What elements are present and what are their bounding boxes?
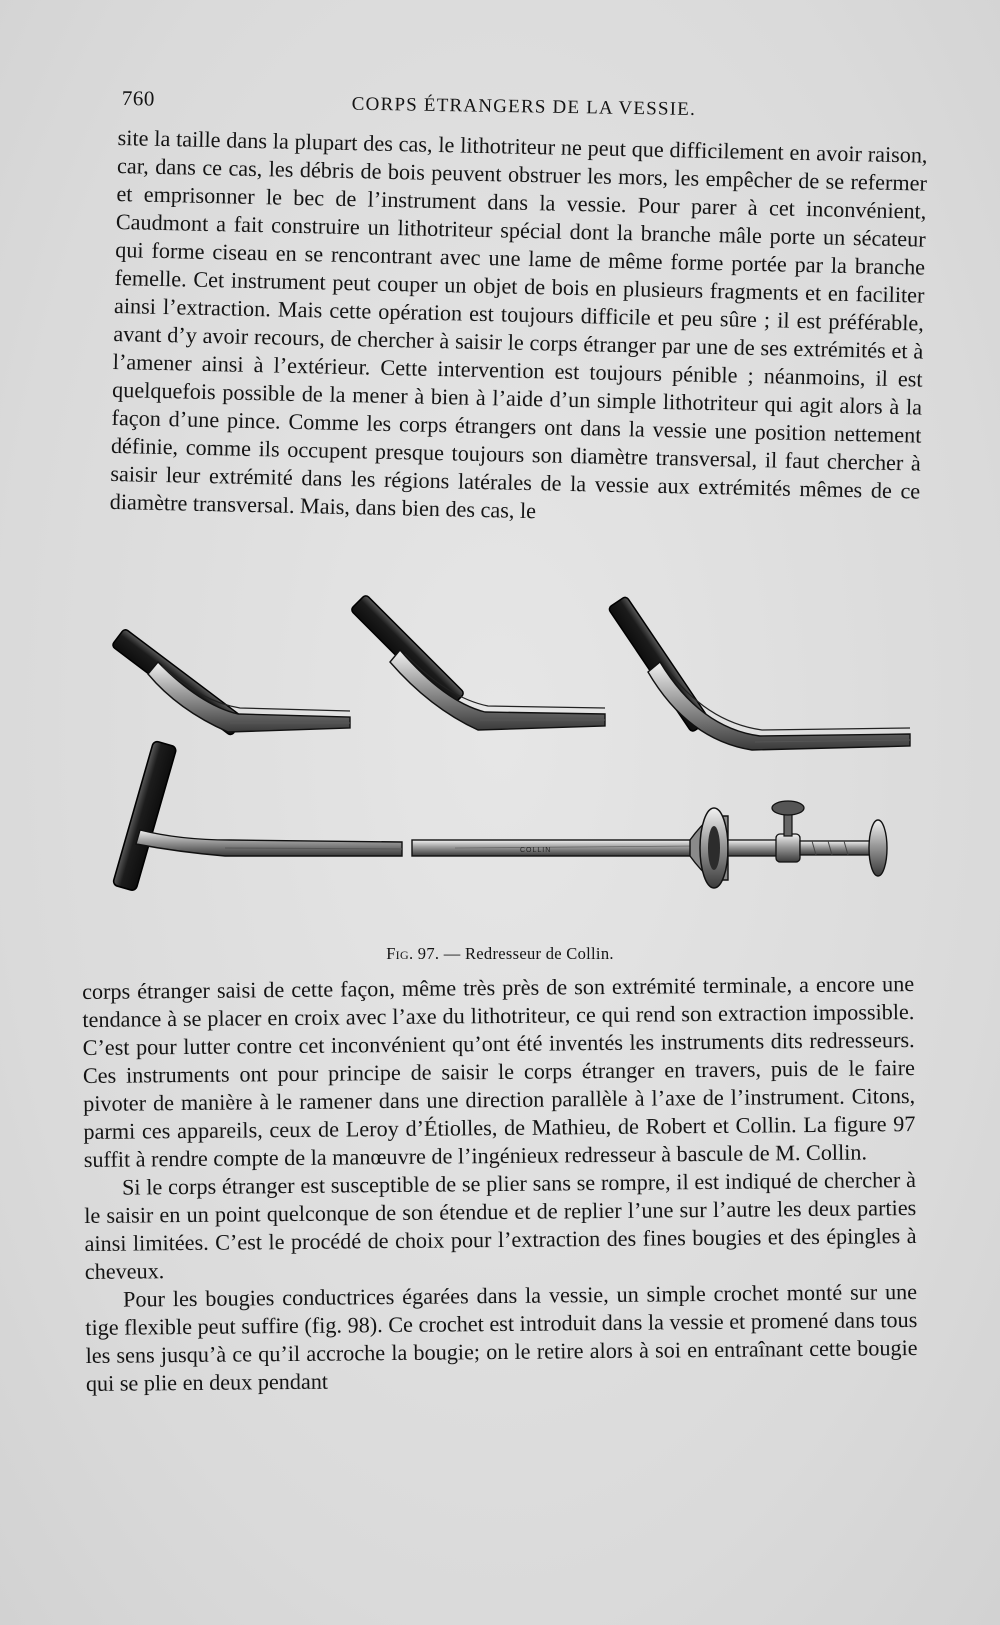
text-block-bottom xyxy=(82,970,918,1398)
page-number: 760 xyxy=(121,86,155,111)
redresseur-illustration xyxy=(100,590,950,920)
instrument-stage-1 xyxy=(111,628,350,736)
paragraph: Pour les bougies conductrices égarées dans la vessie, un simple crochet monté sur une tige flexible peut suffire (fig. 98). Ce crochet est introduit dans la vessie et promené dans tous les sens jusqu’à ce qu’il accroche la bougie; on le retire alors à soi en entraînant cette bougie qui se plie en deux pendant xyxy=(85,1278,918,1396)
engraving-mark: COLLIN xyxy=(520,847,552,854)
paragraph: Si le corps étranger est susceptible de se plier sans se rompre, il est indiqué de chercher à le saisir en un point quelconque de son étendue et de replier l’une sur l’autre les deux parties ainsi limitées. C’est le procédé de choix pour l’extraction des fines bougies et des épingles à cheveux. xyxy=(84,1167,917,1284)
paragraph: corps étranger saisi de cette façon, même très près de son extrémité terminale, a encore une tendance à se placer en croix avec l’axe du lithotriteur, ce qui rend son extraction impossible. C’est pour lutter contre cet inconvénient qu’ont été inventés les instruments dits redresseurs. Ces instruments ont pour principe de saisir le corps étranger en travers, puis de le faire pivoter de manière à le ramener dans une direction parallèle à l’axe de l’instrument. Citons, parmi ces appareils, ceux de Leroy d’Étiolles, de Mathieu, de Robert et Collin. La figure 97 suffit à rendre compte de la manœuvre de l’ingénieux redresseur à bascule de M. Collin. xyxy=(82,971,916,1172)
figure-97 xyxy=(100,590,950,920)
figure-caption-text: — Redresseur de Collin. xyxy=(439,944,614,963)
instrument-stage-3 xyxy=(608,596,910,750)
paragraph: site la taille dans la plupart des cas, le lithotriteur ne peut que difficilement en avoir raison, car, dans ce cas, les débris de bois peuvent obstruer les mors, les empêcher de se refermer et emprisonner le bec de l’instrument dans la vessie. Pour parer à cet inconvénient, Caudmont a fait construire un lithotriteur spécial dont la branche mâle porte un sécateur qui forme ciseau en se rencontrant avec une lame de même forme portée par la branche femelle. Cet instrument peut couper un objet de bois en plusieurs fragments et en faciliter ainsi l’extraction. Mais cette opération est toujours difficile et peu sûre ; il est préférable, avant d’y avoir recours, de chercher à saisir le corps étranger par une de ses extrémités et à l’amener ainsi à l’extérieur. Cette intervention est toujours pénible ; néanmoins, il est quelquefois possible de la mener à bien à l’aide d’un simple lithotriteur qui agit alors à la façon d’une pince. Comme les corps étrangers ont dans la vessie une position nettement définie, comme ils occupent presque toujours son diamètre transversal, il faut chercher à saisir leur extrémité dans les régions latérales de la vessie aux extrémités mêmes de ce diamètre transversal. Mais, dans bien des cas, le xyxy=(109,124,928,524)
text-block-top xyxy=(109,124,927,534)
figure-label: Fig. 97. xyxy=(386,944,440,963)
instrument-complete xyxy=(112,741,887,892)
running-title: CORPS ÉTRANGERS DE LA VESSIE. xyxy=(351,93,697,121)
instrument-stage-2 xyxy=(350,594,605,730)
figure-caption xyxy=(0,944,1000,964)
